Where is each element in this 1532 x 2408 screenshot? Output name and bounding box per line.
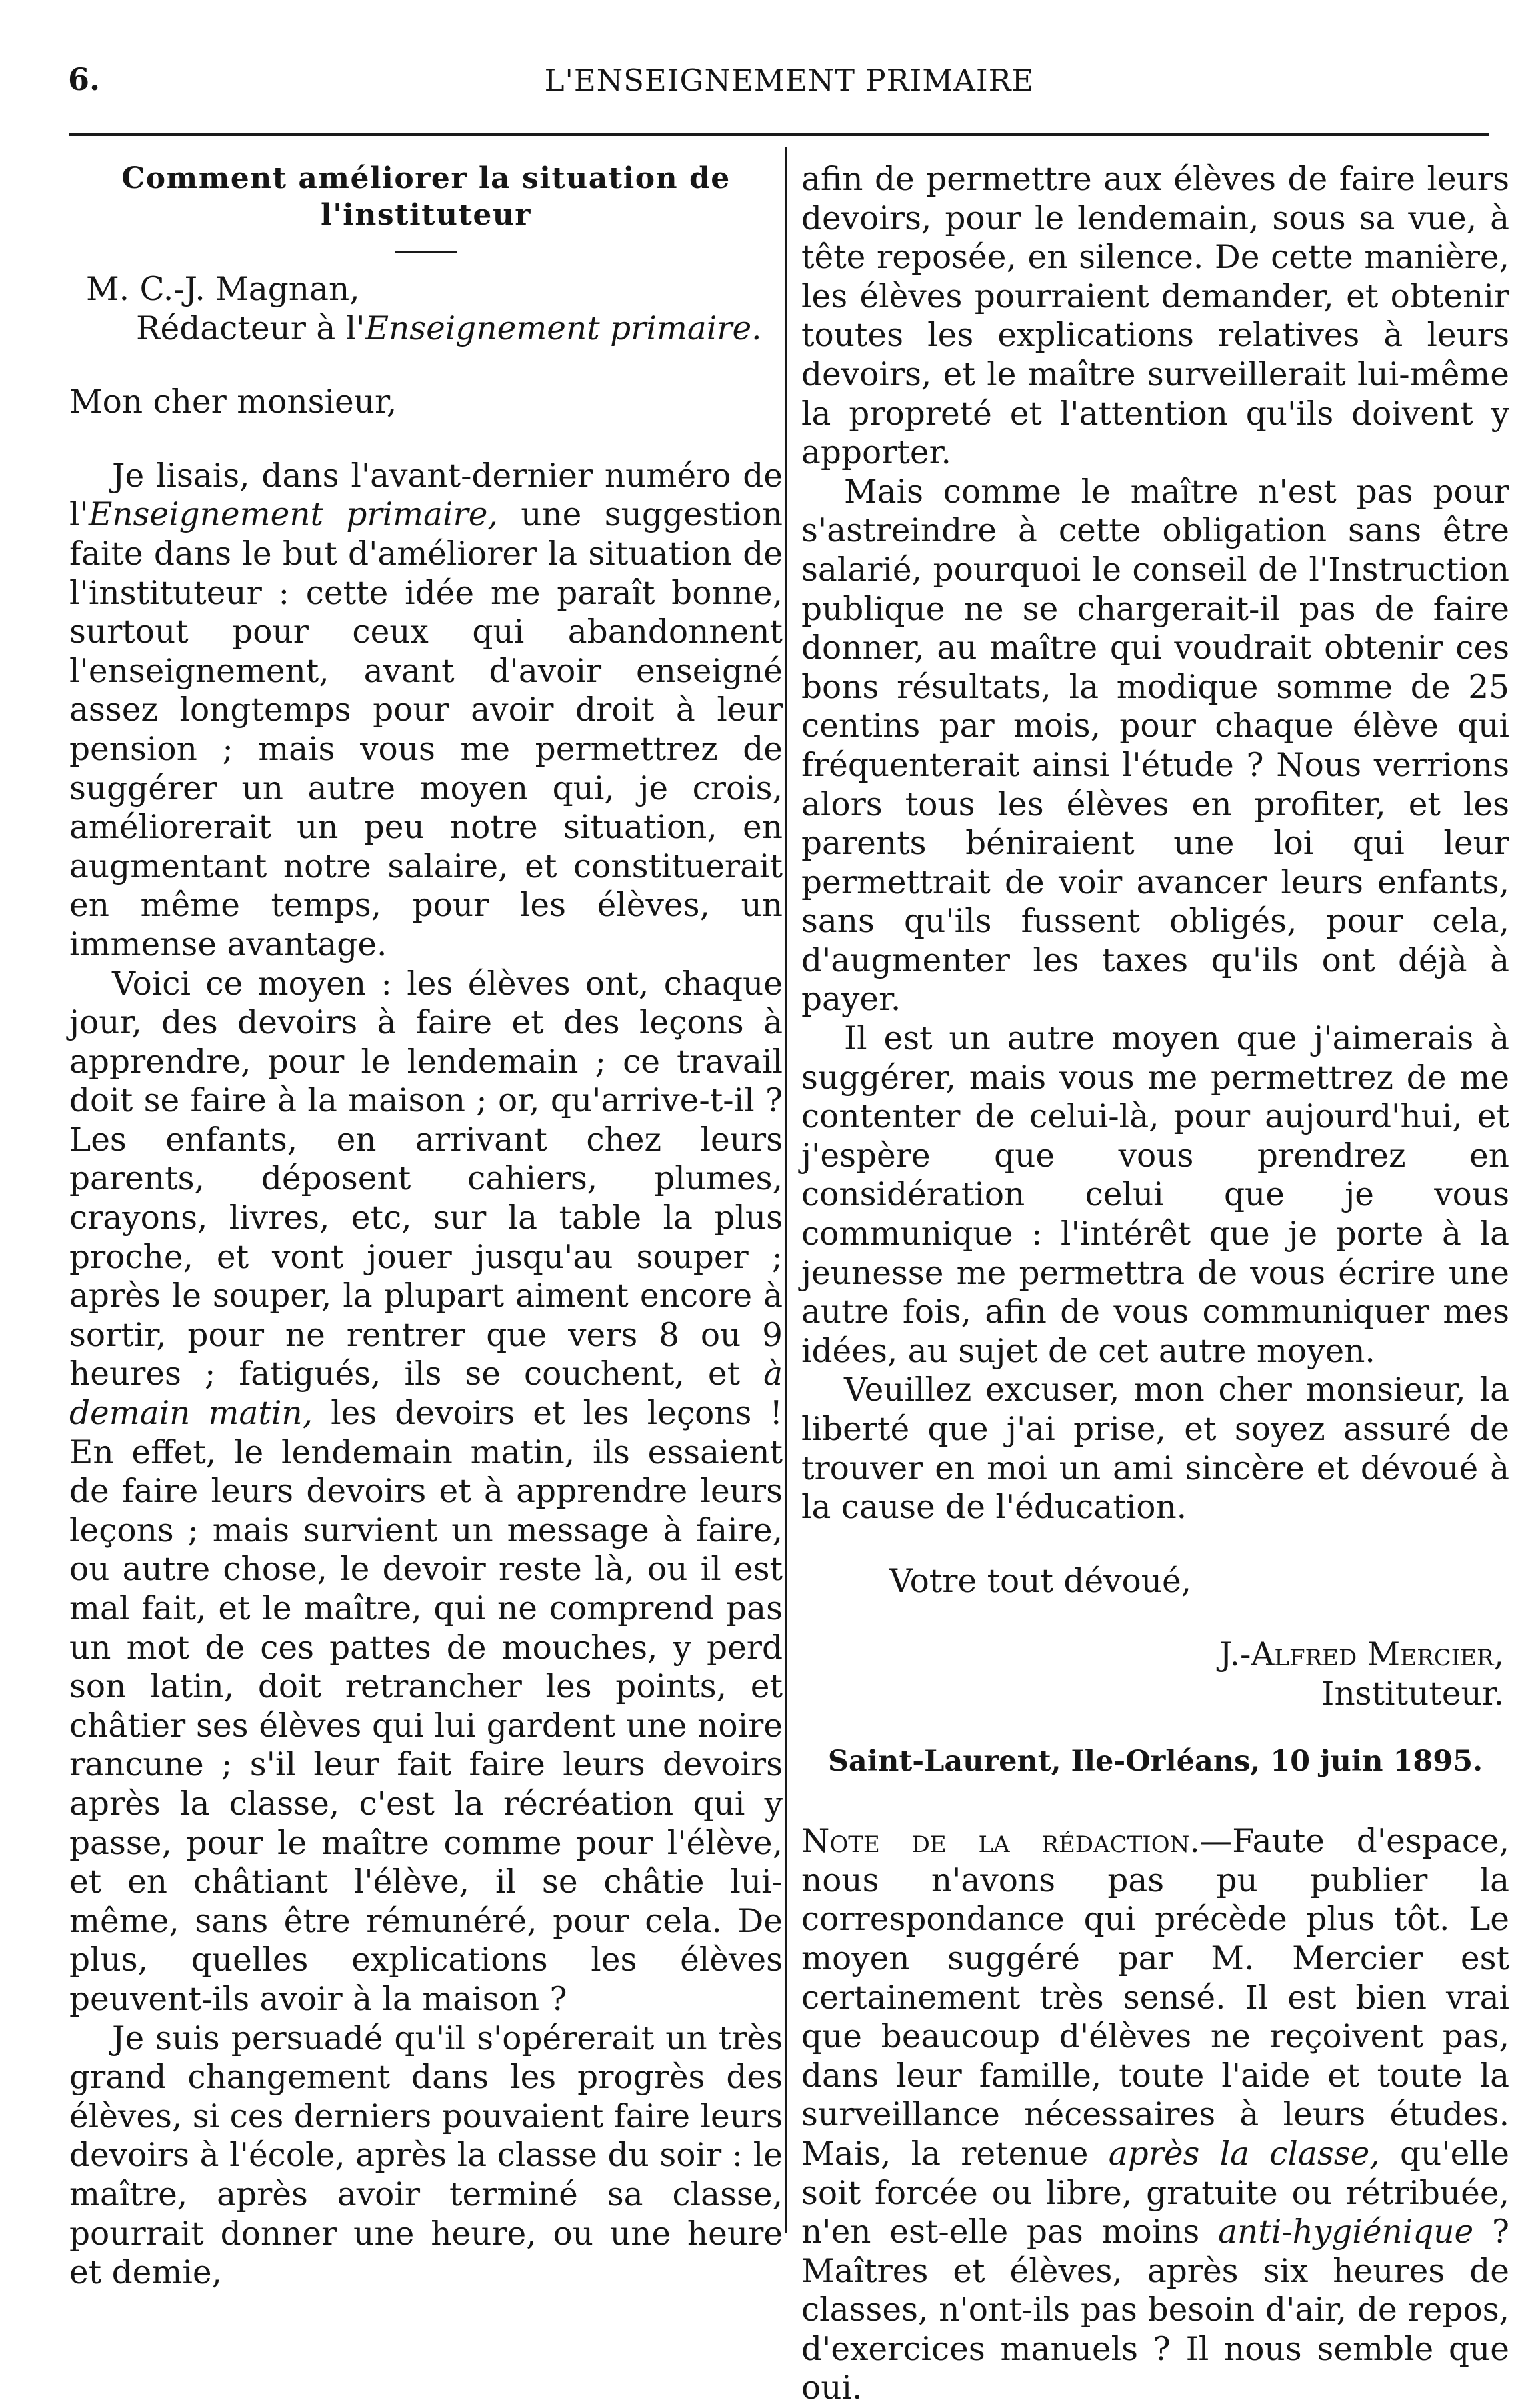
signature-name: J.-Alfred Mercier, <box>1219 1636 1504 1674</box>
paragraph-3: Je suis persuadé qu'il s'opérerait un très grand changement dans les progrès des élèves, si ces derniers pouvaient faire leurs devoirs à l'école, après la classe du soir : le maître, après avoir terminé sa classe, pourrait donner une heure, ou une heure et demie, <box>69 2019 783 2292</box>
addressee-name: M. C.-J. Magnan, <box>86 271 360 308</box>
paragraph-6: Veuillez excuser, mon cher monsieur, la liberté que j'ai prise, et soyez assuré de trouver en moi un ami sincère et dévoué à la cause de l'éducation. <box>801 1371 1509 1527</box>
signature-title: Instituteur. <box>1321 1675 1504 1713</box>
paragraph-2 <box>69 965 783 2019</box>
valediction: Votre tout dévoué, <box>889 1562 1192 1600</box>
editor-note-label: Note de la rédaction. <box>801 1823 1200 1861</box>
journal-title: L'ENSEIGNEMENT PRIMAIRE <box>544 63 1035 98</box>
addressee-role-journal: Enseignement primaire. <box>365 309 762 347</box>
addressee-role-prefix: Rédacteur à l' <box>136 309 365 347</box>
editor-note <box>801 1822 1509 2408</box>
spacer <box>69 422 783 457</box>
title-separator <box>395 251 457 253</box>
paragraph-1-rest: une suggestion faite dans le but d'améliorer la situation de l'instituteur : cette idée me paraît bonne, surtout pour ceux qui abandonnent l'enseignement, avant d'avoir enseigné assez longtemps pour avoir droit à leur pension ; mais vous me permettrez de suggérer un autre moyen qui, je crois, améliorerait un peu notre situation, en augmentant notre salaire, et constituerait en même temps, pour les élèves, un immense avantage. <box>69 496 783 963</box>
editor-note-emphasis-2: anti-hygiénique <box>1218 2213 1474 2251</box>
paragraph-2-rest: les devoirs et les leçons ! En effet, le lendemain matin, ils essaient de faire leurs devoirs et à apprendre leurs leçons ; mais survient un message à faire, ou autre chose, le devoir reste là, ou il est mal fait, et le maître, qui ne comprend pas un mot de ces pattes de mouches, y perd son latin, doit retrancher les points, et châtier ses élèves qui lui gardent une noire rancune ; s'il leur fait faire leurs devoirs après la classe, c'est la récréation qui y passe, pour le maître comme pour l'élève, et en châtiant l'élève, il se châtie lui-même, sans être rémunéré, pour cela. De plus, quelles explications les élèves peuvent-ils avoir à la maison ? <box>69 1395 783 2018</box>
running-head <box>67 61 1485 101</box>
paragraph-3-continued: afin de permettre aux élèves de faire leurs devoirs, pour le lendemain, sous sa vue, à tête reposée, en silence. De cette manière, les élèves pourraient demander, et obtenir toutes les explications relatives à leurs devoirs, et le maître surveillerait lui-même la propreté et l'attention qu'ils doivent y apporter. <box>801 161 1509 472</box>
spacer <box>801 1714 1509 1734</box>
addressee-role <box>136 309 783 349</box>
editor-note-text-1: —Faute d'espace, nous n'avons pas pu publier la correspondance qui précède plus tôt. Le moyen suggéré par M. Mercier est certainement très sensé. Il est bien vrai que beaucoup d'élèves ne reçoivent pas, dans leur famille, toute l'aide et toute la surveillance nécessaires à leurs études. Mais, la retenue <box>801 1823 1509 2173</box>
paragraph-1 <box>69 457 783 965</box>
spacer <box>801 1601 1509 1635</box>
article-title <box>69 160 783 233</box>
left-column <box>69 160 783 2293</box>
article-title-line-2: l'instituteur <box>320 198 531 232</box>
paragraph-1-journal: Enseignement primaire, <box>88 496 498 534</box>
article-title-line-1: Comment améliorer la situation de <box>121 161 731 195</box>
spacer <box>801 1781 1509 1822</box>
paragraph-2-prefix: Voici ce moyen : les élèves ont, chaque jour, des devoirs à faire et des leçons à apprendre, pour le lendemain ; ce travail doit se faire à la maison ; or, qu'arrive-t-il ? Les enfants, en arrivant chez leurs parents, déposent cahiers, plumes, crayons, livres, etc, sur la table la plus proche, et vont jouer jusqu'au souper ; après le souper, la plupart aiment encore à sortir, pour ne rentrer que vers 8 ou 9 heures ; fatigués, ils se couchent, et <box>69 965 783 1393</box>
paragraph-2-emphasis: à demain matin, <box>69 1355 783 1433</box>
spacer <box>801 1527 1509 1562</box>
dateline: Saint-Laurent, Ile-Orléans, 10 juin 1895. <box>827 1744 1483 1778</box>
editor-note-text-3: ? Maîtres et élèves, après six heures de classes, n'ont-ils pas besoin d'air, de repos, d'exercices manuels ? Il nous semble que oui. <box>801 2213 1510 2407</box>
paragraph-1-prefix: Je lisais, dans l'avant-dernier numéro de l' <box>69 457 783 534</box>
paragraph-4: Mais comme le maître n'est pas pour s'astreindre à cette obligation sans être salarié, pourquoi le conseil de l'Instruction publique ne se chargerait-il pas de faire donner, au maître qui voudrait obtenir ces bons résultats, la modique somme de 25 centins par mois, pour chaque élève qui fréquenterait ainsi l'étude ? Nous verrions alors tous les élèves en profiter, et les parents béniraient une loi qui leur permettrait de voir avancer leurs enfants, sans qu'ils fussent obligés, pour cela, d'augmenter les taxes qu'ils ont déjà à payer. <box>801 473 1509 1019</box>
page-number: 6. <box>68 61 101 97</box>
column-divider <box>785 147 787 2233</box>
editor-note-text-2: qu'elle soit forcée ou libre, gratuite ou rétribuée, n'en est-elle pas moins <box>801 2135 1509 2251</box>
paragraph-5: Il est un autre moyen que j'aimerais à suggérer, mais vous me permettrez de me contenter de celui-là, pour aujourd'hui, et j'espère que vous prendrez en considération celui que je vous communique : l'intérêt que je porte à la jeunesse me permettra de vous écrire une autre fois, afin de vous communiquer mes idées, au sujet de cet autre moyen. <box>801 1020 1509 1370</box>
salutation: Mon cher monsieur, <box>69 383 397 421</box>
spacer <box>69 348 783 383</box>
header-rule <box>69 133 1489 136</box>
right-column <box>801 160 1509 2408</box>
editor-note-emphasis-1: après la classe, <box>1108 2135 1380 2173</box>
